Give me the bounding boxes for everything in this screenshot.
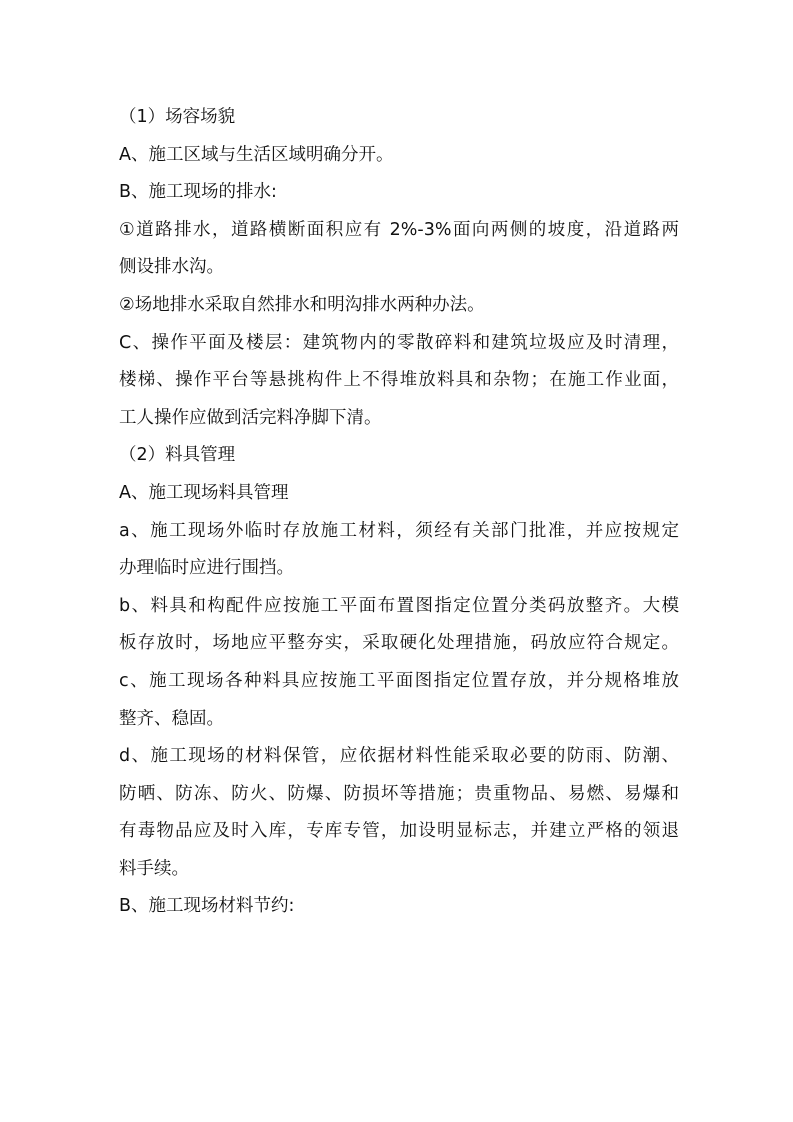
paragraph-line: c、施工现场各种料具应按施工平面图指定位置存放，并分规格堆放	[119, 670, 679, 691]
heading-material-management: （2）料具管理	[119, 445, 236, 466]
document-body	[119, 99, 679, 926]
paragraph-line: A、施工现场料具管理	[119, 482, 289, 503]
paragraph-line: A、施工区域与生活区域明确分开。	[119, 144, 394, 165]
paragraph-line: 板存放时，场地应平整夯实，采取硬化处理措施，码放应符合规定。	[119, 633, 679, 654]
paragraph-line: 防晒、防冻、防火、防爆、防损坏等措施；贵重物品、易燃、易爆和	[119, 783, 679, 804]
paragraph-line: 料手续。	[119, 858, 189, 879]
paragraph-line: 整齐、稳固。	[119, 708, 224, 729]
heading-site-appearance: （1）场容场貌	[119, 107, 236, 127]
paragraph-line: a、施工现场外临时存放施工材料，须经有关部门批准，并应按规定	[119, 520, 679, 541]
paragraph-line: b、料具和构配件应按施工平面布置图指定位置分类码放整齐。大模	[119, 595, 679, 616]
paragraph-line: C、操作平面及楼层：建筑物内的零散碎料和建筑垃圾应及时清理，	[119, 332, 679, 353]
paragraph-line: B、施工现场材料节约:	[119, 896, 295, 917]
paragraph-line: d、施工现场的材料保管，应依据材料性能采取必要的防雨、防潮、	[119, 746, 679, 767]
paragraph-line: 工人操作应做到活完料净脚下清。	[119, 407, 382, 428]
paragraph-line: 有毒物品应及时入库，专库专管，加设明显标志，并建立严格的领退	[119, 821, 679, 842]
paragraph-line: 侧设排水沟。	[119, 257, 224, 278]
paragraph-line: ②场地排水采取自然排水和明沟排水两种办法。	[119, 294, 485, 315]
paragraph-line: B、施工现场的排水:	[119, 182, 277, 203]
paragraph-line: ①道路排水，道路横断面积应有 2%-3%面向两侧的坡度，沿道路两	[119, 219, 679, 240]
paragraph-line: 办理临时应进行围挡。	[119, 558, 294, 579]
paragraph-line: 楼梯、操作平台等悬挑构件上不得堆放料具和杂物；在施工作业面，	[119, 370, 679, 391]
